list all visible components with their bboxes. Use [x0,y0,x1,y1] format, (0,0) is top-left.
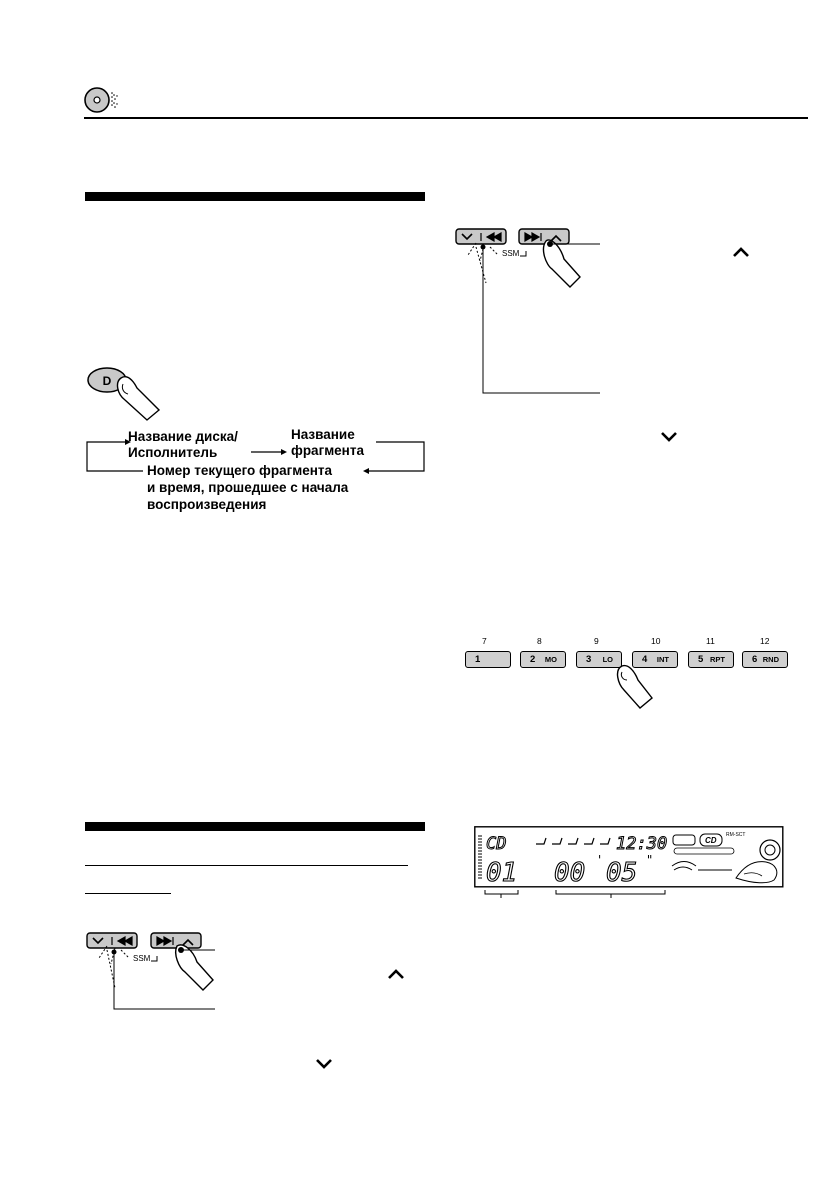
flow-track-number: Номер текущего фрагмента [147,463,332,478]
preset-top-number: 12 [760,636,770,646]
lcd-display [474,826,784,898]
lcd-source: CD [486,834,507,854]
chevron-down-icon [659,431,679,443]
header-rule [84,117,808,119]
preset-function: RND [762,655,779,664]
chevron-up-icon [731,246,751,258]
lcd-track-number: 01 [486,858,518,888]
preset-top-number: 7 [482,636,487,646]
preset-number: 2 [530,654,536,665]
lcd-clock: 12:30 [616,834,668,854]
chevron-down-icon [314,1058,334,1070]
svg-text:": " [646,853,654,867]
preset-function: RPT [710,655,725,664]
section-bar-1 [85,192,425,201]
preset-number: 6 [752,654,758,665]
ssm-label-left: SSM [133,954,151,963]
preset-top-number: 10 [651,636,661,646]
flow-elapsed-time: и время, прошедшее с начала [147,480,349,495]
underline-1 [85,865,408,866]
preset-top-number: 8 [537,636,542,646]
flow-artist: Исполнитель [128,445,218,460]
disc-button-diagram [85,362,165,422]
preset-function: MO [544,655,557,664]
preset-button-5[interactable] [688,651,734,668]
preset-function: LO [602,655,613,664]
flow-playback: воспроизведения [147,497,267,512]
preset-function: INT [656,655,669,664]
flow-track-title-2: фрагмента [291,443,364,458]
finger-icon [610,662,670,712]
skip-buttons-diagram-left [85,928,230,1018]
svg-text:': ' [596,853,604,867]
preset-button-1[interactable] [465,651,511,668]
preset-number: 5 [698,654,704,665]
preset-top-number: 11 [706,636,715,646]
flow-track-title-1: Название [291,427,355,442]
preset-number: 3 [586,654,592,665]
preset-button-6[interactable] [742,651,788,668]
flow-disc-name: Название диска/ [128,429,238,444]
ssm-label-right: SSM [502,249,520,258]
preset-button-2[interactable] [520,651,566,668]
chevron-up-icon [386,968,406,980]
lcd-time-minutes: 00 [554,858,586,888]
preset-top-number: 9 [594,636,599,646]
cd-section-icon [84,86,128,114]
section-bar-2 [85,822,425,831]
lcd-cd-badge: CD [705,836,717,845]
skip-buttons-diagram-right [450,225,610,400]
preset-number: 1 [475,654,481,665]
disc-button-label: D [102,374,112,388]
underline-2 [85,893,171,894]
preset-number: 4 [642,654,648,665]
lcd-small-label: RM-SCT [726,832,746,838]
lcd-time-seconds: 05 [606,858,638,888]
